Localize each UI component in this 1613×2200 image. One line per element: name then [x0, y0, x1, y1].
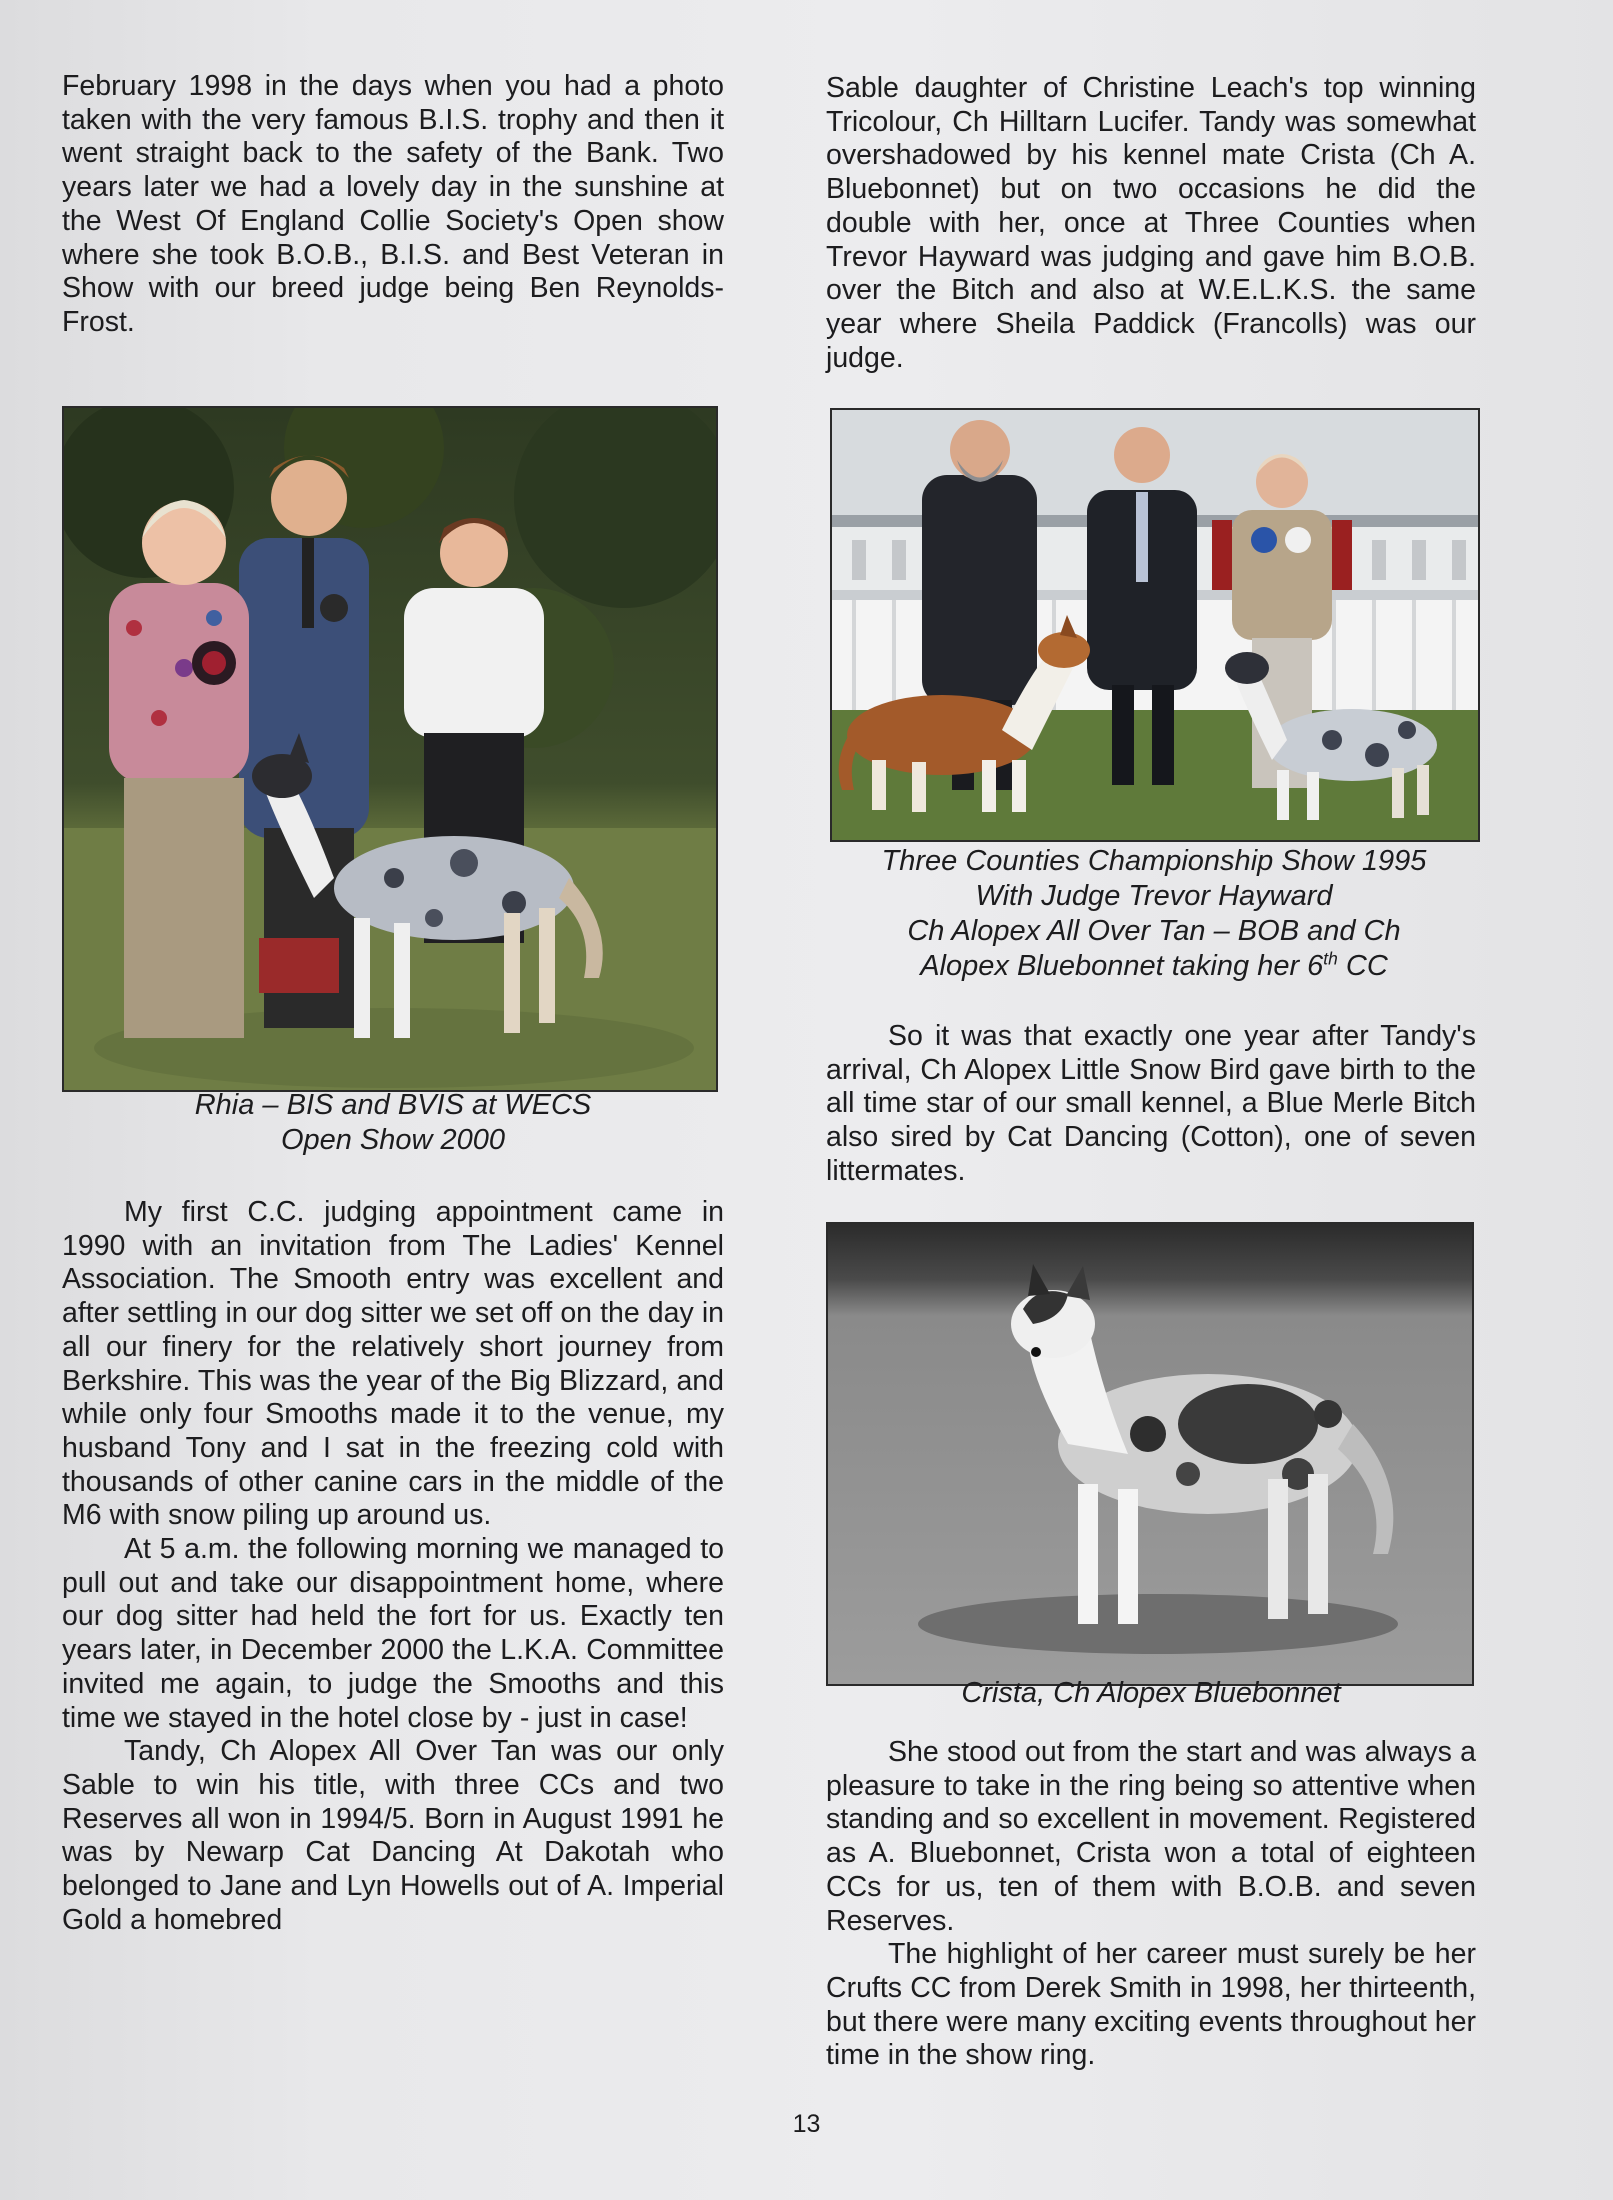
paragraph-tandy: Tandy, Ch Alopex All Over Tan was our only Sable to win his title, with three CCs and two Reserves all won in 1994/5. Born in August 1991 he was by Newarp Cat Dancing At Dakotah who belonged to Jane and Lyn Howells out of A. Imperial Gold a homebred: [62, 1735, 724, 1936]
paragraph-stood-out: She stood out from the start and was always a pleasure to take in the ring being so attentive when standing and so excellent in movement. Registered as A. Bluebonnet, Crista won a total of eighteen CCs for us, ten of them with B.O.B. and seven Reserves.: [826, 1736, 1476, 1937]
caption-text-end: CC: [1337, 950, 1388, 982]
photo-three-counties: [830, 408, 1480, 842]
paragraph-intro: February 1998 in the days when you had a photo taken with the very famous B.I.S. trophy and then it went straight back to the safety of the Bank. Two years later we had a lovely day in the sunshine at the West Of England Collie Society's Open show where she took B.O.B., B.I.S. and Best Veteran in Show with our breed judge being Ben Reynolds-Frost.: [62, 70, 724, 338]
left-column-bottom: [62, 1196, 724, 1937]
caption-line: Ch Alopex All Over Tan – BOB and Ch: [907, 915, 1401, 947]
caption-line: Three Counties Championship Show 1995: [881, 845, 1427, 877]
caption-line: With Judge Trevor Hayward: [975, 880, 1333, 912]
paragraph-sable: Sable daughter of Christine Leach's top winning Tricolour, Ch Hilltarn Lucifer. Tandy was somewhat overshadowed by his kennel mate Crista (Ch A. Bluebonnet) but on two occasions he did the double with her, once at Three Counties when Trevor Hayward was judging and gave him B.O.B. over the Bitch and also at W.E.L.K.S. the same year where Sheila Paddick (Francolls) was our judge.: [826, 72, 1476, 374]
caption-superscript: th: [1323, 948, 1338, 969]
paragraph-morning: At 5 a.m. the following morning we managed to pull out and take our disappointment home, where our dog sitter had held the fort for us. Exactly ten years later, in December 2000 the L.K.A. Committee invited me again, to judge the Smooths and this time we stayed in the hotel close by - just in case!: [62, 1533, 724, 1734]
page-number: 13: [792, 2110, 821, 2138]
photo-three-counties-illustration: [832, 410, 1478, 840]
photo-rhia-bis: [62, 406, 718, 1092]
caption-line: Rhia – BIS and BVIS at WECS: [194, 1089, 592, 1121]
right-column-bottom: [826, 1736, 1476, 2073]
photo-crista-illustration: [828, 1224, 1472, 1684]
photo-three-counties-caption: [826, 844, 1482, 984]
right-column-middle: [826, 1020, 1476, 1189]
paragraph-highlight: The highlight of her career must surely be her Crufts CC from Derek Smith in 1998, her thirteenth, but there were many exciting events throughout her time in the show ring.: [826, 1938, 1476, 2072]
caption-line: Open Show 2000: [280, 1124, 506, 1156]
photo-rhia-illustration: [64, 408, 716, 1090]
photo-crista-caption: [826, 1676, 1476, 1711]
caption-line: Crista, Ch Alopex Bluebonnet: [961, 1677, 1341, 1709]
photo-crista: [826, 1222, 1474, 1686]
right-column-top: [826, 72, 1476, 375]
caption-line: [826, 949, 1482, 984]
caption-text: Alopex Bluebonnet taking her 6: [920, 950, 1324, 982]
paragraph-snowbird: So it was that exactly one year after Tandy's arrival, Ch Alopex Little Snow Bird gave birth to the all time star of our small kennel, a Blue Merle Bitch also sired by Cat Dancing (Cotton), one of seven littermates.: [826, 1020, 1476, 1187]
photo-rhia-caption: [62, 1088, 724, 1158]
paragraph-judging: My first C.C. judging appointment came in 1990 with an invitation from The Ladies' Kennel Association. The Smooth entry was excellent and after settling in our dog sitter we set off on the day in all our finery for the relatively short journey from Berkshire. This was the year of the Big Blizzard, and while only four Smooths made it to the venue, my husband Tony and I sat in the freezing cold with thousands of other canine cars in the middle of the M6 with snow piling up around us.: [62, 1196, 724, 1532]
left-column-top: [62, 70, 724, 340]
